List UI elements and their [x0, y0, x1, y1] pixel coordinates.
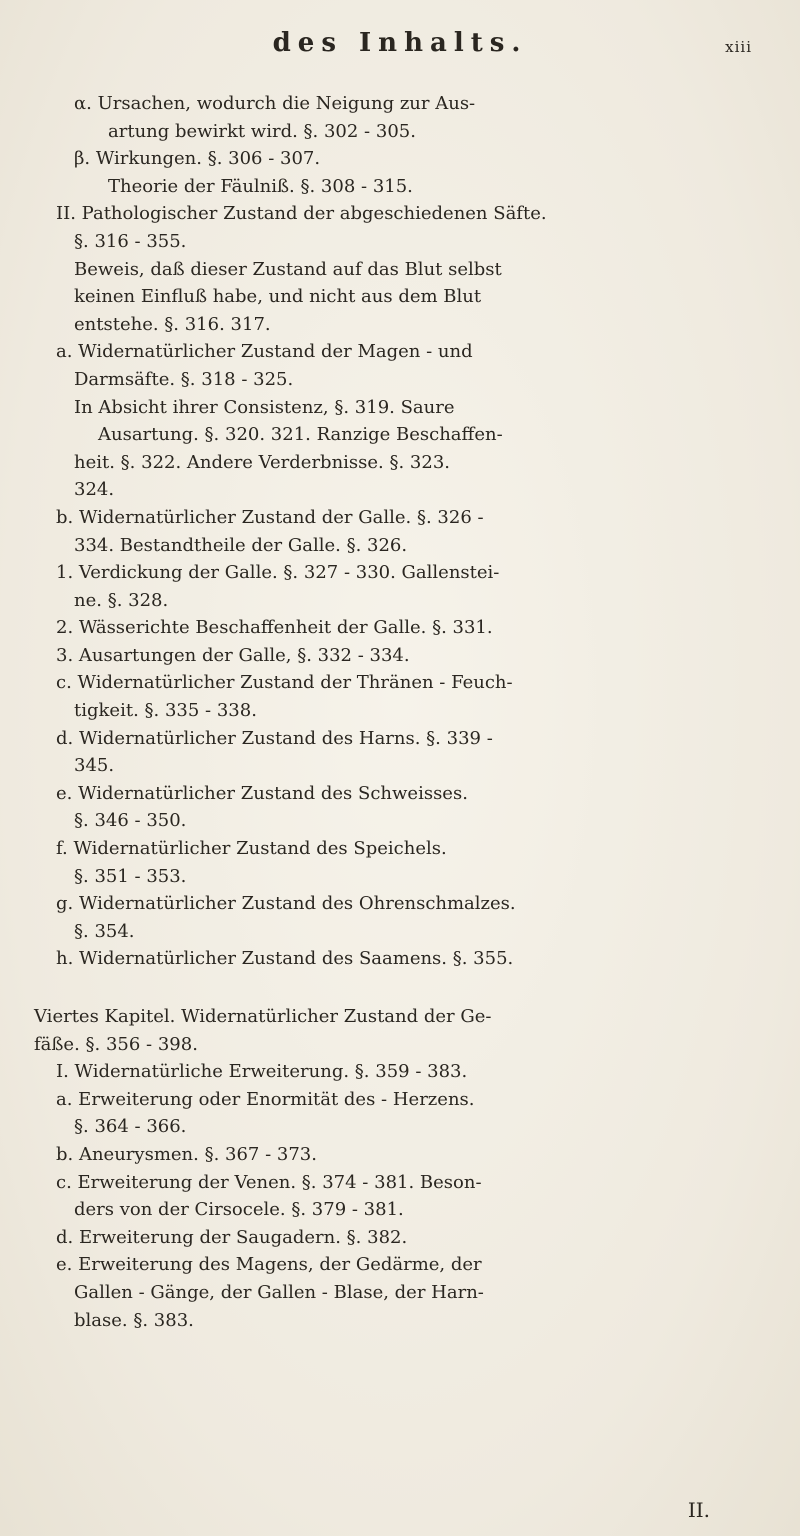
text-line: c. Widernatürlicher Zustand der Thränen - Feuch- — [56, 672, 513, 694]
text-line: I. Widernatürliche Erweiterung. §. 359 - 383. — [56, 1061, 468, 1083]
text-line: 2. Wässerichte Beschaffenheit der Galle. §. 331. — [56, 617, 493, 639]
text-line: Theorie der Fäulniß. §. 308 - 315. — [108, 175, 413, 197]
text-line: §. 346 - 350. — [74, 810, 187, 832]
text-line: α. Ursachen, wodurch die Neigung zur Aus- — [74, 93, 476, 114]
running-title: des Inhalts. — [272, 28, 528, 58]
text-line: c. Erweiterung der Venen. §. 374 - 381. Beson- — [56, 1171, 482, 1193]
text-line: blase. §. 383. — [74, 1309, 194, 1331]
text-line: e. Erweiterung des Magens, der Gedärme, der — [56, 1254, 482, 1276]
text-line: 3. Ausartungen der Galle, §. 332 - 334. — [56, 644, 410, 666]
text-line: a. Widernatürlicher Zustand der Magen - und — [56, 341, 473, 363]
text-line: ne. §. 328. — [74, 589, 169, 611]
text-line: tigkeit. §. 335 - 338. — [74, 700, 257, 722]
text-line: §. 316 - 355. — [74, 230, 187, 252]
catchword: II. — [687, 1498, 710, 1522]
text-line: §. 351 - 353. — [74, 865, 187, 887]
text-line: In Absicht ihrer Consistenz, §. 319. Saure — [74, 396, 455, 418]
text-line: f. Widernatürlicher Zustand des Speichels. — [56, 838, 447, 860]
text-line: §. 354. — [74, 920, 135, 942]
text-line: 1. Verdickung der Galle. §. 327 - 330. Gallenstei- — [56, 562, 500, 584]
text-line: ders von der Cirsocele. §. 379 - 381. — [74, 1199, 404, 1221]
text-line: artung bewirkt wird. §. 302 - 305. — [108, 120, 416, 142]
text-line: Beweis, daß dieser Zustand auf das Blut selbst — [74, 258, 502, 280]
running-header — [0, 28, 800, 68]
text-line: Ausartung. §. 320. 321. Ranzige Beschaffen- — [98, 424, 503, 446]
text-line: b. Aneurysmen. §. 367 - 373. — [56, 1143, 317, 1165]
page-number: xiii — [725, 38, 752, 56]
text-line: keinen Einfluß habe, und nicht aus dem Blut — [74, 286, 482, 308]
table-of-contents-text — [34, 90, 764, 1334]
text-line: e. Widernatürlicher Zustand des Schweisses. — [56, 782, 468, 804]
text-line: β. Wirkungen. §. 306 - 307. — [74, 148, 321, 170]
text-line: heit. §. 322. Andere Verderbnisse. §. 323. — [74, 451, 451, 473]
chapter-heading: Viertes Kapitel. Widernatürlicher Zustand der Ge- — [34, 1006, 492, 1027]
text-line: entstehe. §. 316. 317. — [74, 313, 271, 335]
section-gap — [56, 973, 764, 1003]
text-line: g. Widernatürlicher Zustand des Ohrenschmalzes. — [56, 893, 516, 915]
text-line: 334. Bestandtheile der Galle. §. 326. — [74, 534, 408, 556]
text-line: 345. — [74, 755, 115, 777]
text-line: 324. — [74, 479, 115, 501]
text-line: d. Erweiterung der Saugadern. §. 382. — [56, 1226, 408, 1248]
text-line: Darmsäfte. §. 318 - 325. — [74, 368, 294, 390]
text-line: a. Erweiterung oder Enormität des - Herzens. — [56, 1088, 475, 1110]
text-line: Gallen - Gänge, der Gallen - Blase, der Harn- — [74, 1281, 484, 1303]
text-line: II. Pathologischer Zustand der abgeschiedenen Säfte. — [56, 203, 547, 225]
text-line: h. Widernatürlicher Zustand des Saamens. §. 355. — [56, 948, 514, 970]
text-line: b. Widernatürlicher Zustand der Galle. §. 326 - — [56, 506, 484, 528]
text-line: fäße. §. 356 - 398. — [34, 1033, 198, 1055]
text-line: §. 364 - 366. — [74, 1116, 187, 1138]
text-line: d. Widernatürlicher Zustand des Harns. §. 339 - — [56, 727, 493, 749]
